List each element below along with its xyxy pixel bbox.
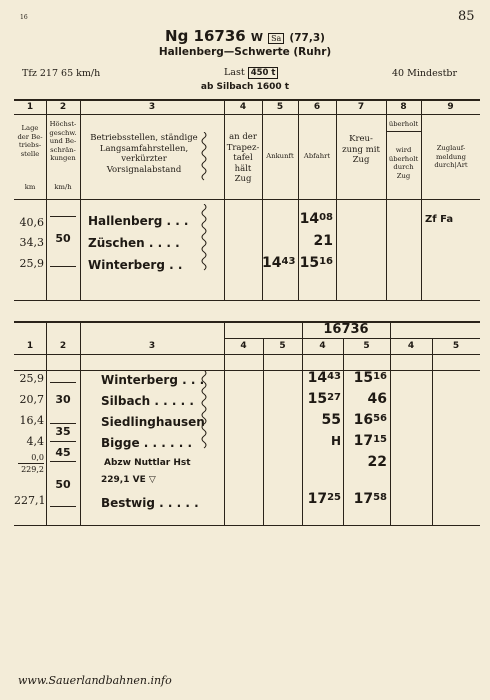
t1-colnum-7: 7 (357, 102, 365, 112)
t2-station-nuttlar: Abzw Nuttlar Hst (104, 458, 191, 468)
t1-colnum-3: 3 (148, 102, 156, 112)
t2-station-bestwig: Bestwig . . . . . (101, 496, 199, 510)
t2-speed-45: 45 (55, 446, 71, 459)
t2-colnum-3: 3 (148, 341, 156, 351)
load-info (224, 67, 278, 79)
t1-colnum-1: 1 (26, 102, 34, 112)
t2-station-silbach: Silbach . . . . . (101, 394, 194, 408)
t2-arr-winterberg: $14^{43}$ (307, 370, 341, 386)
t1-header-speed-unit: km/h (54, 183, 72, 191)
t1-colnum-2: 2 (59, 102, 67, 112)
brake-info: 40 Mindestbr (392, 68, 458, 79)
load-label: Last (224, 67, 245, 78)
slow-zone-marker-icon (199, 132, 209, 182)
page-number: 85 (458, 9, 475, 24)
t1-header-arrival: Ankunft (266, 152, 294, 160)
t1-km-winterberg: 25,9 (19, 257, 44, 270)
t2-colnum-4c: 4 (407, 341, 415, 351)
t2-colnum-5c: 5 (452, 341, 460, 351)
tfz-info: Tfz 217 65 km/h (22, 68, 101, 79)
t1-arr-winterberg: $14^{43}$ (262, 255, 296, 271)
train-class: W (250, 31, 263, 44)
t1-header-location: Lage der Be- triebs- stelle (17, 124, 43, 158)
t1-dep-hallenberg: $14^{08}$ (299, 211, 333, 227)
t1-colnum-9: 9 (447, 102, 454, 112)
t2-colnum-4b: 4 (319, 341, 326, 351)
t1-station-zueschen: Züschen . . . . (88, 236, 180, 250)
source-watermark: www.Sauerlandbahnen.info (18, 674, 172, 687)
slow-zone-marker-icon (199, 370, 209, 450)
t2-speed-35: 35 (55, 425, 71, 438)
t2-station-bigge: Bigge . . . . . . (101, 436, 192, 450)
t1-header-trapeze: an der Trapez- tafel hält Zug (226, 132, 260, 184)
t2-speed-30: 30 (55, 393, 71, 406)
t2-km-bestwig: 227,1 (14, 494, 46, 507)
t2-km-winterberg: 25,9 (19, 372, 44, 385)
t2-dep-winterberg: $15^{16}$ (353, 370, 387, 386)
train-title-line (0, 26, 490, 45)
t2-km-siedlinghausen: 16,4 (19, 414, 44, 427)
t1-colnum-4: 4 (239, 102, 247, 112)
t1-header-stations: Betriebsstellen, ständige Langsamfahrstellen, verkürzter Vorsignalabstand (90, 133, 198, 175)
t2-colnum-5a: 5 (279, 341, 286, 351)
t2-km-silbach: 20,7 (19, 393, 44, 406)
t2-dep-bigge: $17^{15}$ (353, 433, 387, 449)
t2-arr-bestwig: $17^{25}$ (307, 491, 341, 507)
t1-reporting-hallenberg: Zf Fa (425, 214, 454, 225)
t2-dep-bestwig: $17^{58}$ (353, 491, 387, 507)
slow-zone-marker-icon (199, 204, 209, 272)
t2-km-ve: 229,2 (21, 465, 44, 474)
train-title: Ng 16736 (165, 27, 246, 45)
t2-km-bigge: 4,4 (26, 435, 44, 448)
train-extra: (77,3) (289, 32, 325, 44)
t2-dep-silbach: 46 (367, 391, 387, 407)
t1-header-location-unit: km (24, 183, 36, 191)
t1-header-speed: Höchst- geschw. und Be- schrän- kungen (49, 120, 77, 162)
t1-station-hallenberg: Hallenberg . . . (88, 214, 189, 228)
t1-km-hallenberg: 40,6 (19, 216, 44, 229)
t2-colnum-2: 2 (59, 341, 67, 351)
t2-dep-nuttlar: 22 (367, 454, 387, 470)
t1-header-reporting: Zuglauf- meldung durch|Art (434, 144, 468, 169)
t1-header-departure: Abfahrt (303, 152, 331, 160)
load-note: ab Silbach 1600 t (200, 82, 290, 92)
t1-header-overtakes: überholt (388, 120, 419, 128)
t1-colnum-5: 5 (276, 102, 284, 112)
t2-colnum-1: 1 (26, 341, 34, 351)
t2-arr-bigge: H (330, 434, 341, 448)
t2-dep-siedlinghausen: $16^{56}$ (353, 412, 387, 428)
t1-km-zueschen: 34,3 (19, 236, 44, 249)
t1-header-overtaken: wird überholt durch Zug (388, 146, 419, 180)
t2-arr-siedlinghausen: 55 (321, 412, 341, 428)
t1-header-crossing: Kreu- zung mit Zug (342, 134, 380, 165)
t1-colnum-6: 6 (313, 102, 321, 112)
route-title: Hallenberg—Schwerte (Ruhr) (158, 46, 332, 58)
t1-speed: 50 (55, 232, 71, 245)
t2-km-nuttlar: 0,0 (31, 453, 44, 462)
t2-distant-signal-note: 229,1 VE ▽ (101, 475, 156, 485)
t2-arr-silbach: $15^{27}$ (307, 391, 341, 407)
t2-colnum-5b: 5 (363, 341, 370, 351)
t1-dep-zueschen: 21 (313, 233, 333, 249)
t2-station-winterberg: Winterberg . . . (101, 373, 205, 387)
load-value: 450 t (248, 67, 279, 79)
t1-station-winterberg: Winterberg . . (88, 258, 183, 272)
days-badge: Sa (268, 33, 284, 44)
t1-colnum-8: 8 (400, 102, 407, 112)
t2-colnum-4a: 4 (240, 341, 247, 351)
t2-speed-50: 50 (55, 478, 71, 491)
t1-dep-winterberg: $15^{16}$ (299, 255, 333, 271)
t2-station-siedlinghausen: Siedlinghausen (101, 415, 205, 429)
t2-train-number: 16736 (323, 322, 369, 337)
page-left-mark: 16 (20, 14, 28, 21)
